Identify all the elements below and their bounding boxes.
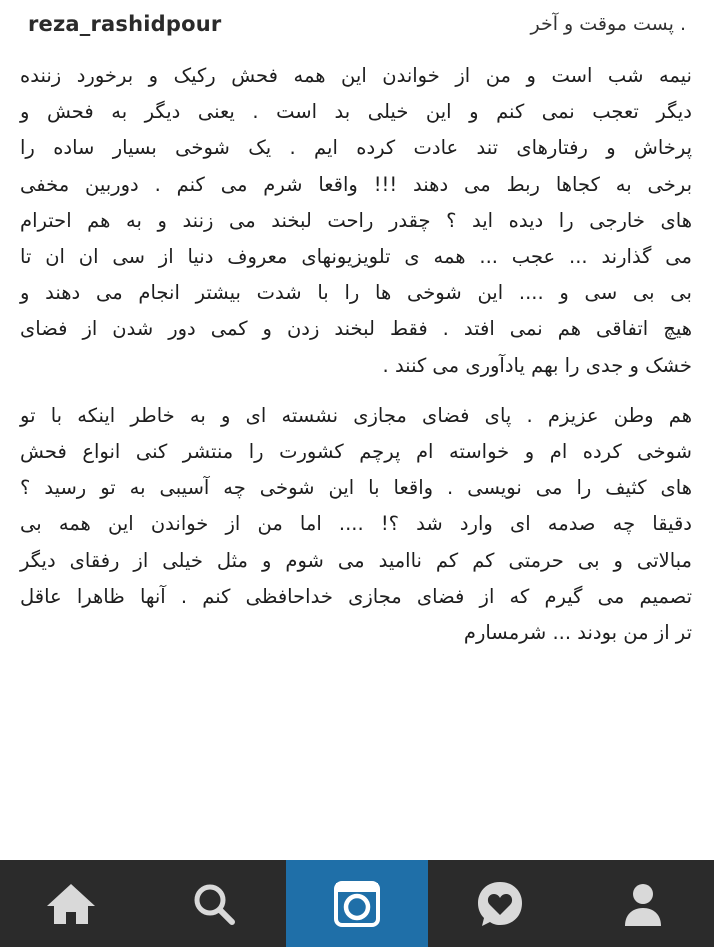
caption-paragraph bbox=[20, 58, 692, 384]
tab-search[interactable] bbox=[143, 860, 286, 947]
search-icon bbox=[190, 880, 238, 928]
caption-line: می گذارند ... عجب ... همه ی تلویزیونهای معروف دنیا از سی ان ان تا bbox=[20, 245, 692, 269]
post-header bbox=[28, 8, 686, 40]
caption-line: دقیقا چه صدمه ای وارد شد ؟! .... اما من از خواندن این همه بی bbox=[20, 512, 692, 536]
caption-line: دیگر تعجب نمی کنم و این خیلی بد است . یعنی دیگر به فحش و bbox=[20, 100, 692, 124]
home-icon bbox=[44, 881, 98, 927]
caption-line: های کثیف را می نویسی . واقعا با این شوخی چه آسیبی به تو رسید ؟ bbox=[20, 476, 692, 500]
tab-home[interactable] bbox=[0, 860, 143, 947]
caption-line: مبالاتی و بی حرمتی کم کم ناامید می شوم و مثل خیلی از رفقای دیگر bbox=[20, 548, 692, 572]
caption-paragraph bbox=[20, 398, 692, 651]
bottom-tab-bar bbox=[0, 860, 714, 947]
post-caption-title: . پست موقت و آخر bbox=[530, 13, 686, 35]
username[interactable]: reza_rashidpour bbox=[28, 12, 222, 36]
tab-profile[interactable] bbox=[571, 860, 714, 947]
caption-line: شوخی کرده ام و خواسته ام پرچم کشورت را منتشر کنی انواع فحش bbox=[20, 440, 692, 464]
camera-icon bbox=[332, 879, 382, 929]
caption-line: تصمیم می گیرم که از فضای مجازی خداحافظی کنم . آنها ظاهرا عاقل bbox=[20, 584, 692, 608]
tab-activity[interactable] bbox=[428, 860, 571, 947]
caption-line: هیچ اتفاقی هم نمی افتد . فقط لبخند زدن و کمی دور شدن از فضای bbox=[20, 317, 692, 341]
activity-heart-icon bbox=[475, 879, 525, 929]
caption-line: نیمه شب است و من از خواندن این همه فحش رکیک و برخورد زننده bbox=[20, 64, 692, 87]
tab-camera[interactable] bbox=[286, 860, 429, 947]
caption-line: بی بی سی و .... این شوخی ها را با شدت بیشتر انجام می دهند و bbox=[20, 281, 692, 305]
caption-line: تر از من بودند ... شرمسارم bbox=[463, 621, 692, 645]
profile-icon bbox=[620, 880, 666, 928]
caption-line: برخی به کجاها ربط می دهند !!! واقعا شرم می کنم . دوربین مخفی bbox=[20, 172, 692, 196]
post-caption-body bbox=[20, 58, 692, 651]
caption-line: هم وطن عزیزم . پای فضای مجازی نشسته ای و به خاطر اینکه با تو bbox=[20, 403, 692, 427]
caption-line: های خارجی را دیده اید ؟ چقدر راحت لبخند می زنند و به هم احترام bbox=[20, 208, 692, 232]
caption-line: خشک و جدی را بهم یادآوری می کنند . bbox=[382, 353, 692, 377]
caption-line: پرخاش و رفتارهای تند عادت کرده ایم . یک شوخی بسیار ساده را bbox=[20, 136, 692, 160]
